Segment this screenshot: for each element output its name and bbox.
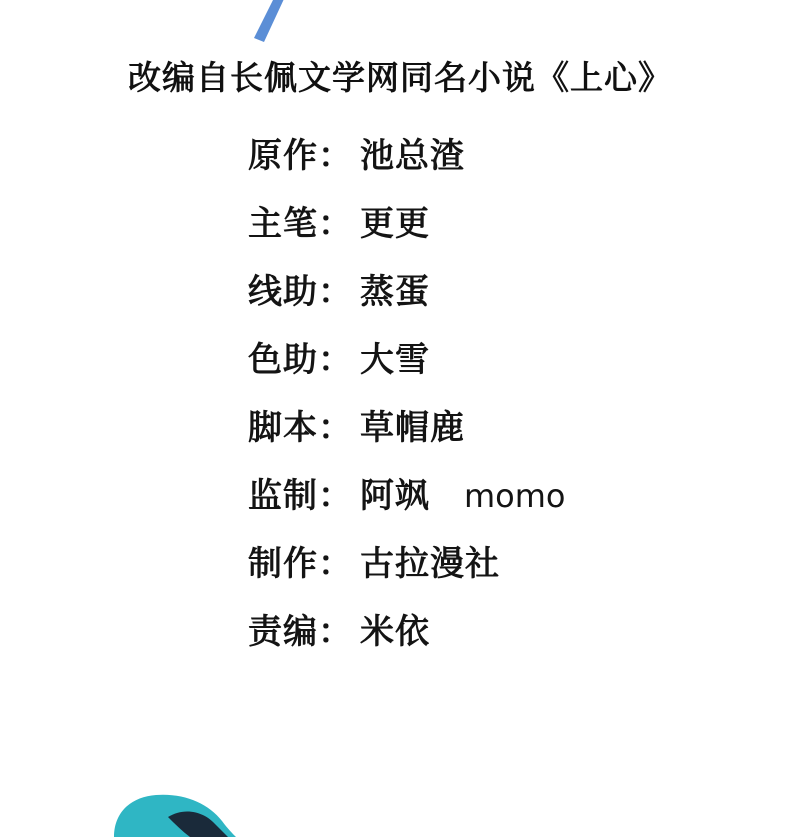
credit-row [0,196,800,264]
credit-value: 阿飒 [360,476,430,516]
credit-value: 草帽鹿 [360,408,465,448]
credit-separator: ： [318,612,352,652]
credit-value-extra: momo [464,477,566,515]
credit-value: 米依 [360,612,430,652]
credit-separator: ： [318,476,352,516]
credit-label: 色助 [248,340,318,380]
credit-row [0,400,800,468]
credit-row [0,128,800,196]
credit-row [0,468,800,536]
credit-separator: ： [318,136,352,176]
credit-separator: ： [318,544,352,584]
blue-diagonal-stroke-decoration [248,0,294,48]
credit-label: 制作 [248,544,318,584]
credit-value: 蒸蛋 [360,272,430,312]
credit-label: 原作 [248,136,318,176]
credit-label: 线助 [248,272,318,312]
credit-row [0,332,800,400]
credit-separator: ： [318,204,352,244]
credit-label: 主笔 [248,204,318,244]
credit-label: 责编 [248,612,318,652]
credit-value: 大雪 [360,340,430,380]
credit-label: 脚本 [248,408,318,448]
credit-row [0,264,800,332]
credits-list [0,128,800,672]
credit-value: 更更 [360,204,430,244]
teal-character-hair-decoration [112,787,252,837]
credit-value: 古拉漫社 [360,544,500,584]
credit-separator: ： [318,272,352,312]
credit-label: 监制 [248,476,318,516]
credit-separator: ： [318,340,352,380]
credit-row [0,536,800,604]
credit-row [0,604,800,672]
credit-separator: ： [318,408,352,448]
credit-value: 池总渣 [360,136,465,176]
page-title: 改编自长佩文学网同名小说《上心》 [128,58,672,97]
